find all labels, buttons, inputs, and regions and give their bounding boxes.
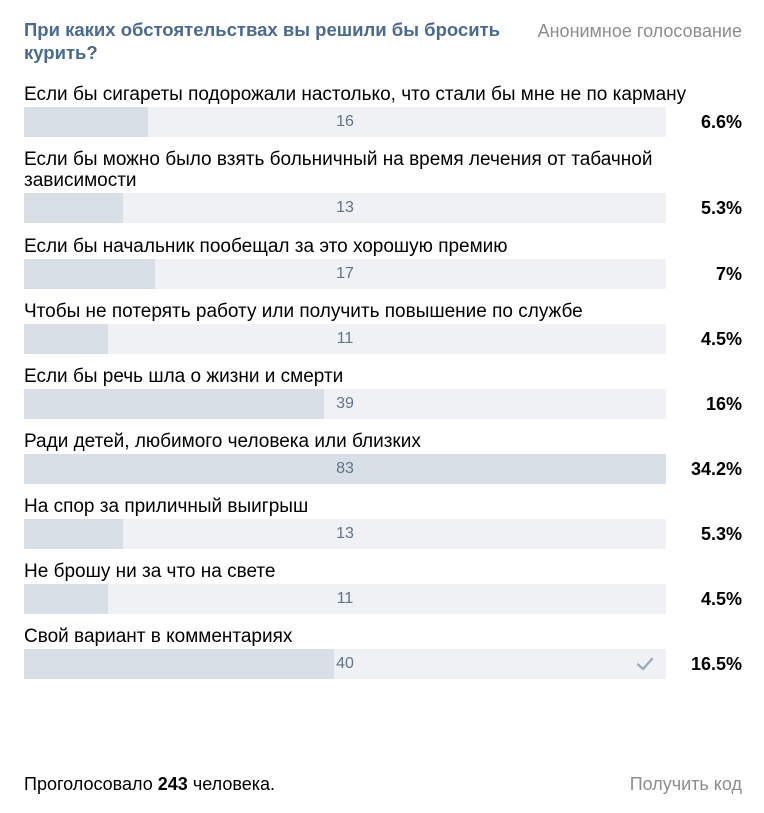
- poll-option-label: Чтобы не потерять работу или получить повышение по службе: [24, 301, 583, 322]
- poll-option-percent: 6.6%: [700, 112, 742, 132]
- poll-options: [24, 84, 742, 679]
- poll-question: При каких обстоятельствах вы решили бы бросить курить?: [24, 19, 501, 63]
- poll-option-label: Не брошу ни за что на свете: [24, 561, 276, 582]
- poll-type-label: Анонимное голосование: [537, 21, 742, 41]
- poll-option-bar-row: [24, 454, 742, 484]
- poll-option[interactable]: [24, 301, 742, 354]
- poll-header: [24, 0, 742, 84]
- poll-vote-count: 39: [336, 395, 354, 412]
- poll-vote-count: 11: [336, 330, 354, 347]
- poll-option-bar-row: [24, 389, 742, 419]
- poll-vote-count: 11: [336, 590, 354, 607]
- poll-option-percent: 7%: [715, 264, 742, 284]
- poll-option-bar-row: [24, 584, 742, 614]
- poll-option-bar-row: [24, 649, 742, 679]
- poll-option-percent: 34.2%: [690, 459, 742, 479]
- voted-count: 243: [157, 774, 188, 794]
- poll-option[interactable]: [24, 561, 742, 614]
- poll-option-bar-row: [24, 107, 742, 137]
- poll-vote-count: 16: [336, 113, 354, 130]
- poll-option-label: На спор за приличный выигрыш: [24, 496, 309, 517]
- poll-vote-count: 83: [336, 460, 354, 477]
- voted-prefix: Проголосовало: [24, 774, 153, 794]
- poll-option-bar-row: [24, 259, 742, 289]
- poll-option-label: Если бы речь шла о жизни и смерти: [24, 366, 344, 387]
- voted-suffix: человека.: [192, 774, 276, 794]
- poll-option[interactable]: [24, 431, 742, 484]
- poll-option-percent: 16%: [705, 394, 742, 414]
- poll-vote-count: 13: [336, 199, 354, 216]
- poll-vote-count: 17: [336, 265, 354, 282]
- poll-option[interactable]: [24, 496, 742, 549]
- poll-option[interactable]: [24, 84, 742, 137]
- get-code-link[interactable]: Получить код: [629, 774, 742, 794]
- poll-option-bar-row: [24, 324, 742, 354]
- poll-footer: [24, 772, 742, 798]
- poll-vote-count: 40: [336, 655, 354, 672]
- poll-option-label: Свой вариант в комментариях: [24, 626, 293, 647]
- voted-summary: [24, 772, 275, 796]
- poll-option-label: Если бы можно было взять больничный на время лечения от табачной зависимости: [24, 149, 653, 191]
- poll-option-label: Ради детей, любимого человека или близких: [24, 431, 421, 452]
- poll-vote-count: 13: [336, 525, 354, 542]
- poll-option-percent: 4.5%: [700, 589, 742, 609]
- poll-option[interactable]: [24, 626, 742, 679]
- poll-option-label: Если бы сигареты подорожали настолько, что стали бы мне не по карману: [24, 84, 687, 105]
- poll-option[interactable]: [24, 236, 742, 289]
- poll-option-percent: 5.3%: [700, 524, 742, 544]
- poll-option-bar-row: [24, 519, 742, 549]
- check-icon: [636, 655, 654, 673]
- poll-option-label: Если бы начальник пообещал за это хорошую премию: [24, 236, 508, 257]
- poll-option-bar-row: [24, 193, 742, 223]
- poll-option-percent: 5.3%: [700, 198, 742, 218]
- poll-option-percent: 16.5%: [690, 654, 742, 674]
- poll-option-percent: 4.5%: [700, 329, 742, 349]
- poll-option[interactable]: [24, 366, 742, 419]
- poll-option[interactable]: [24, 149, 742, 223]
